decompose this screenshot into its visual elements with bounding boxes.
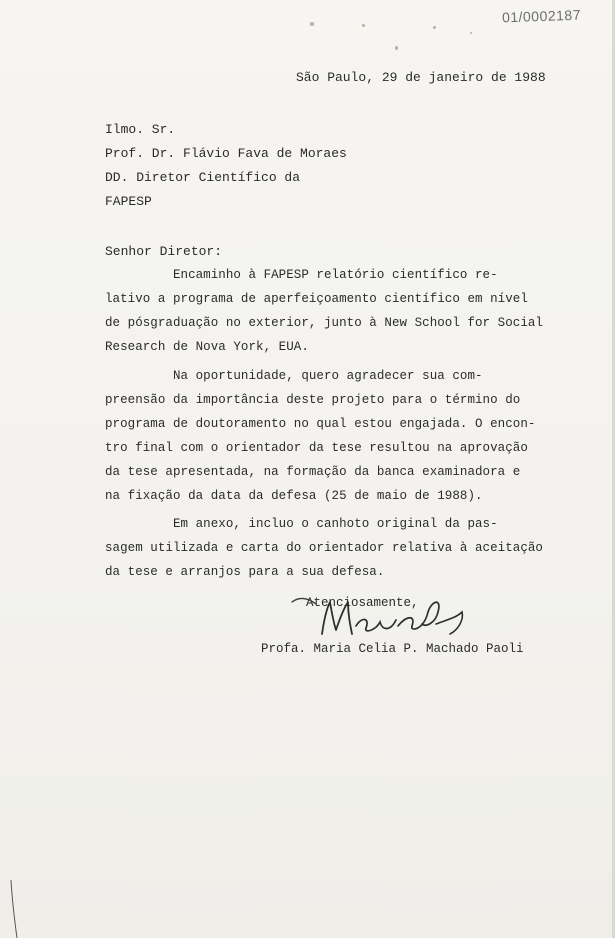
paragraph-2-line-6: na fixação da data da defesa (25 de maio de 1988). bbox=[105, 489, 483, 503]
closing: Atenciosamente, bbox=[306, 596, 419, 610]
paragraph-2-line-2: preensão da importância deste projeto para o término do bbox=[105, 393, 521, 407]
paper-speck bbox=[470, 32, 472, 34]
paragraph-3-line-3: da tese e arranjos para a sua defesa. bbox=[105, 565, 385, 579]
paper-speck bbox=[395, 46, 398, 50]
recipient-line-2: Prof. Dr. Flávio Fava de Moraes bbox=[105, 146, 347, 161]
paragraph-1-line-2: lativo a programa de aperfeiçoamento científico em nível bbox=[105, 292, 528, 306]
paragraph-2-line-1: Na oportunidade, quero agradecer sua com- bbox=[105, 369, 483, 383]
paragraph-1-line-1: Encaminho à FAPESP relatório científico re- bbox=[105, 268, 498, 282]
paragraph-1-line-4: Research de Nova York, EUA. bbox=[105, 340, 309, 354]
paper-speck bbox=[310, 22, 314, 26]
paragraph-2-line-3: programa de doutoramento no qual estou engajada. O encon- bbox=[105, 417, 536, 431]
paragraph-2-line-5: da tese apresentada, na formação da banca examinadora e bbox=[105, 465, 521, 479]
paragraph-3-line-2: sagem utilizada e carta do orientador relativa à aceitação bbox=[105, 541, 543, 555]
archive-number: 01/0002187 bbox=[501, 6, 582, 26]
paragraph-1-line-3: de pósgraduação no exterior, junto à New School for Social bbox=[105, 316, 543, 330]
date-line: São Paulo, 29 de janeiro de 1988 bbox=[296, 70, 546, 85]
paragraph-2-line-4: tro final com o orientador da tese resultou na aprovação bbox=[105, 441, 528, 455]
recipient-line-1: Ilmo. Sr. bbox=[105, 122, 176, 137]
paper-speck bbox=[362, 24, 365, 27]
margin-pencil-mark bbox=[8, 880, 20, 938]
recipient-line-4: FAPESP bbox=[105, 194, 152, 209]
salutation: Senhor Diretor: bbox=[105, 244, 223, 259]
signer-name: Profa. Maria Celia P. Machado Paoli bbox=[261, 642, 524, 656]
paper-speck bbox=[433, 26, 436, 29]
handwritten-signature bbox=[286, 590, 476, 644]
paragraph-3-line-1: Em anexo, incluo o canhoto original da pas- bbox=[105, 517, 498, 531]
recipient-line-3: DD. Diretor Científico da bbox=[105, 170, 301, 185]
